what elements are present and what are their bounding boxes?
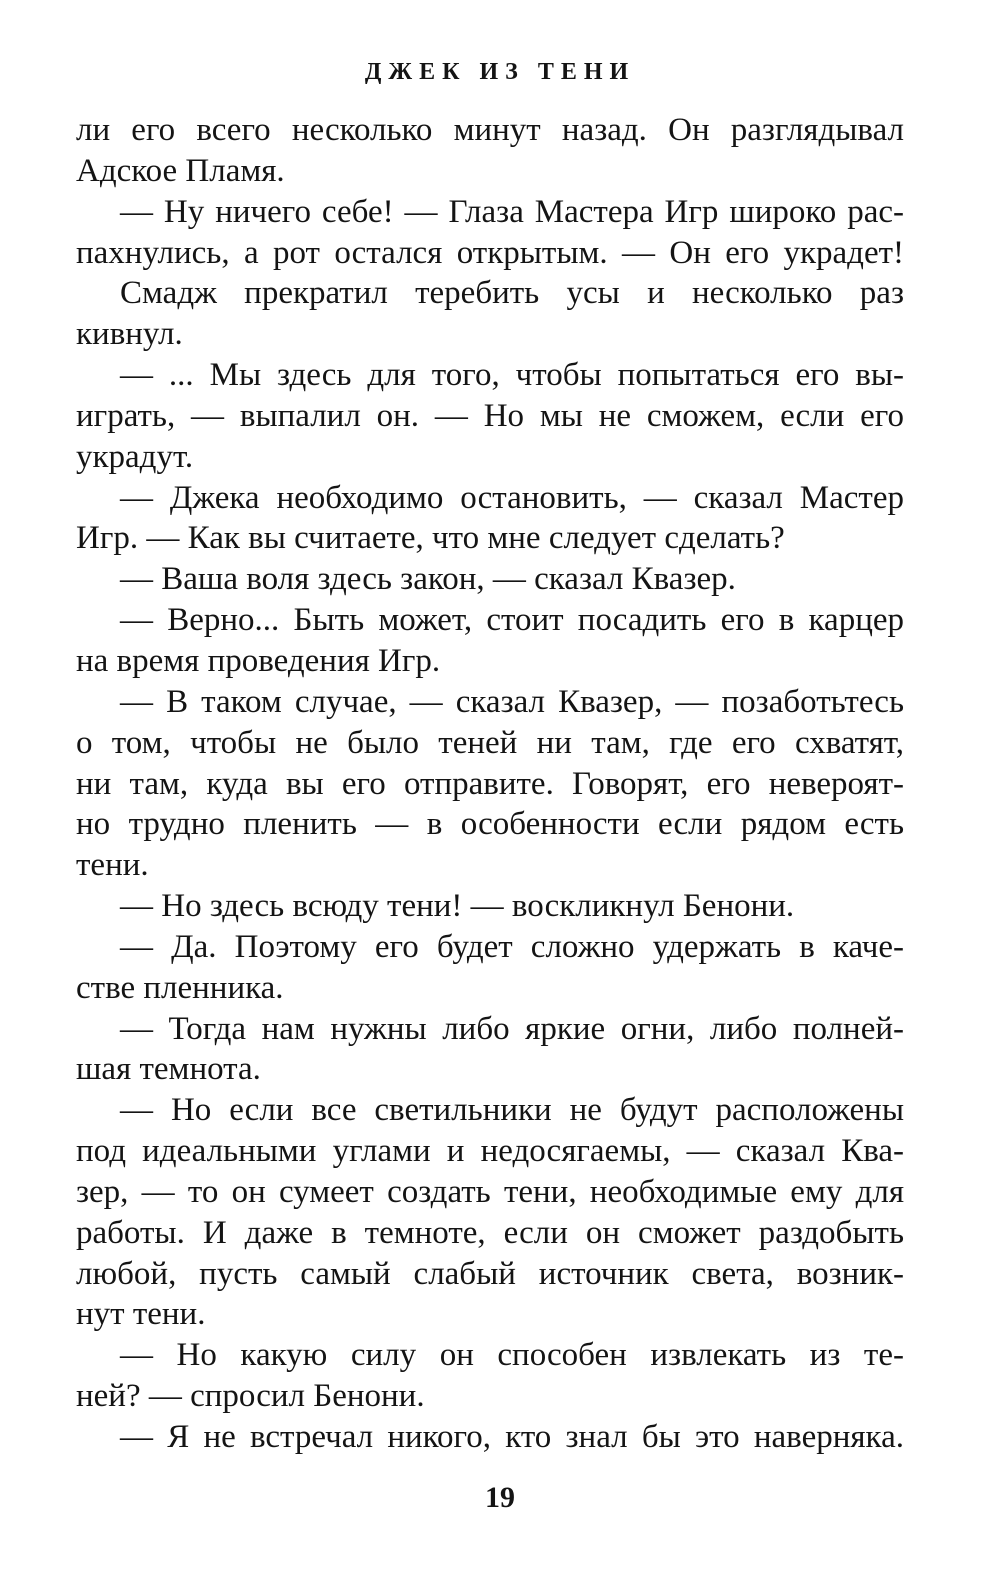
text-line: — Но если все светильники не будут расположены xyxy=(120,1092,904,1129)
text-line: шая темнота. xyxy=(76,1051,261,1088)
text-line: — ... Мы здесь для того, чтобы попытаться его вы- xyxy=(120,357,904,394)
text-line: на время проведения Игр. xyxy=(76,642,441,679)
text-line: украдут. xyxy=(76,438,194,475)
text-line: ней? — спросил Бенони. xyxy=(76,1378,425,1415)
text-line: о том, чтобы не было теней ни там, где его схватят, xyxy=(76,724,904,761)
page-number: 19 xyxy=(485,1481,515,1514)
text-line: любой, пусть самый слабый источник света, возник- xyxy=(76,1255,904,1292)
text-line: ни там, куда вы его отправите. Говорят, его невероят- xyxy=(76,765,904,802)
text-line: — Джека необходимо остановить, — сказал Мастер xyxy=(120,479,904,516)
text-line: но трудно пленить — в особенности если рядом есть xyxy=(76,806,904,843)
text-line: — Ваша воля здесь закон, — сказал Квазер. xyxy=(120,561,736,598)
text-line: — Верно... Быть может, стоит посадить его в карцер xyxy=(120,602,904,639)
text-line: нут тени. xyxy=(76,1296,206,1333)
text-line: работы. И даже в темноте, если он сможет раздобыть xyxy=(76,1214,904,1251)
text-line: — Тогда нам нужны либо яркие огни, либо полней- xyxy=(120,1010,904,1047)
text-line: ли его всего несколько минут назад. Он разглядывал xyxy=(76,112,904,148)
text-line: — В таком случае, — сказал Квазер, — позаботьтесь xyxy=(120,683,904,720)
text-line: тени. xyxy=(76,847,149,884)
text-line: Адское Пламя. xyxy=(76,152,285,189)
text-line: — Но здесь всюду тени! — воскликнул Бенони. xyxy=(120,888,795,925)
body-text xyxy=(76,110,904,1458)
text-line: стве пленника. xyxy=(76,969,284,1006)
running-head: ДЖЕК ИЗ ТЕНИ xyxy=(364,59,636,85)
text-line: — Но какую силу он способен извлекать из те- xyxy=(120,1337,904,1374)
text-line: зер, — то он сумеет создать тени, необходимые ему для xyxy=(76,1173,904,1210)
text-line: играть, — выпалил он. — Но мы не сможем, если его xyxy=(76,397,904,434)
text-line: Игр. — Как вы считаете, что мне следует сделать? xyxy=(76,520,785,557)
text-line: кивнул. xyxy=(76,316,183,353)
text-line: Смадж прекратил теребить усы и несколько раз xyxy=(120,275,904,312)
text-line: — Да. Поэтому его будет сложно удержать в каче- xyxy=(120,928,904,965)
text-line: — Я не встречал никого, кто знал бы это наверняка. xyxy=(120,1419,904,1455)
text-line: — Ну ничего себе! — Глаза Мастера Игр широко рас- xyxy=(120,193,904,230)
text-line: пахнулись, а рот остался открытым. — Он его украдет! xyxy=(76,234,904,271)
text-line: под идеальными углами и недосягаемы, — сказал Ква- xyxy=(76,1133,904,1170)
